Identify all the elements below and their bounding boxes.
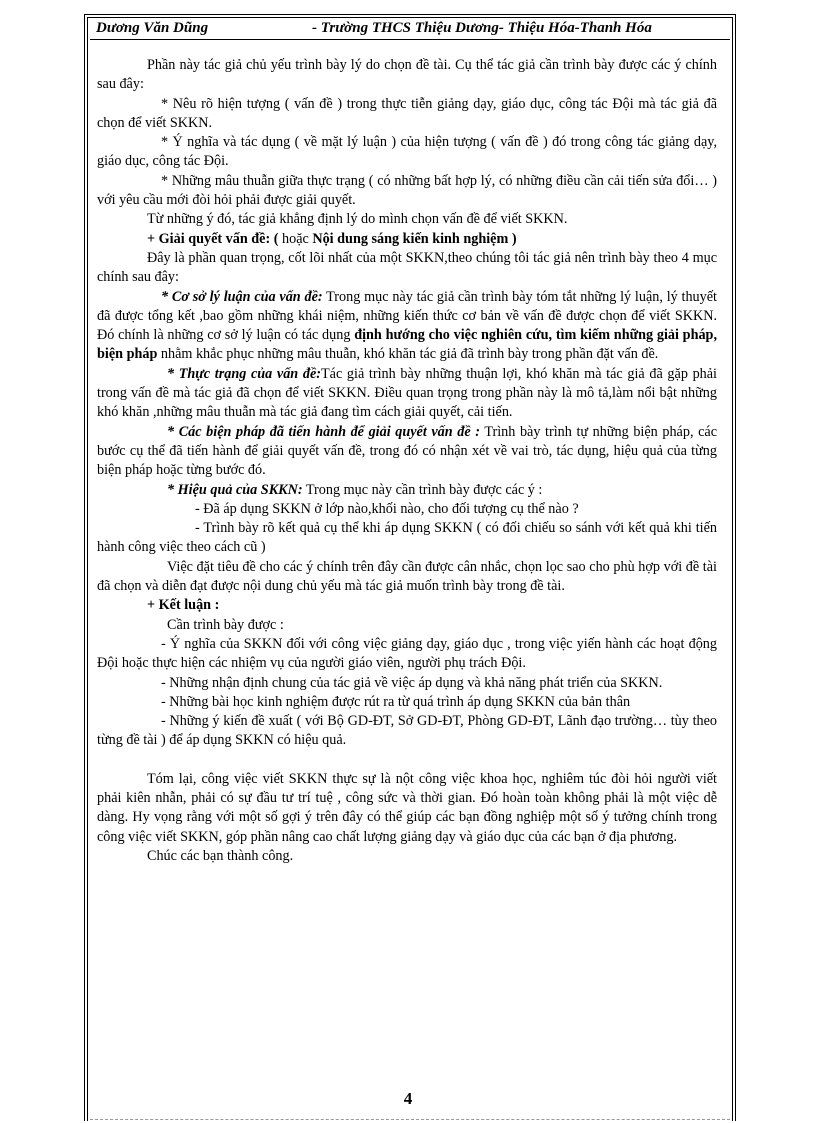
heading-part: hoặc: [282, 230, 309, 247]
page-header: [96, 18, 726, 40]
paragraph: * Những mâu thuẫn giữa thực trạng ( có những bất hợp lý, có những điều cần cải tiến sửa đổi… ) với yêu cầu mới đòi hỏi phải được giải quyết.: [97, 172, 717, 209]
header-author: Dương Văn Dũng: [96, 20, 209, 36]
paragraph: Đây là phần quan trọng, cốt lõi nhất của một SKKN,theo chúng tôi tác giả nên trình bày theo 4 mục chính sau đây:: [97, 249, 717, 286]
paragraph-summary: Tóm lại, công việc viết SKKN thực sự là nột công việc khoa học, nghiêm túc đòi hỏi người viết phải kiên nhẫn, phải có sự đầu tư trí tuệ , công sức và thời gian. Đó hoàn toàn không phải là một việc dễ dàng. Hy vọng rằng với một số gợi ý trên đây có thể giúp các bạn đồng nghiệp một số ý tưởng chính trong công việc viết SKKN, góp phần nâng cao chất lượng giảng dạy và giáo dục của các bạn ở địa phương.: [97, 770, 717, 845]
subheading: * Thực trạng của vấn đề:: [167, 365, 321, 382]
footer-rule: [90, 1119, 730, 1120]
list-item: - Đã áp dụng SKKN ở lớp nào,khối nào, cho đối tượng cụ thể nào ?: [195, 500, 579, 517]
bold-text: định hướng cho việc nghiên cứu, tìm kiếm những giải pháp, biện pháp: [97, 327, 717, 363]
paragraph-effect: [97, 481, 717, 500]
paragraph: Từ những ý đó, tác giả khẳng định lý do mình chọn vấn đề để viết SKKN.: [147, 211, 568, 228]
document-body: [97, 56, 717, 866]
paragraph: Phần này tác giả chủ yếu trình bày lý do chọn đề tài. Cụ thể tác giả cần trình bày được các ý chính sau đây:: [97, 57, 717, 93]
heading-part: Nội dung sáng kiến kinh nghiệm ): [308, 230, 517, 247]
list-item: - Những nhận định chung của tác giả về việc áp dụng và khả năng phát triển của SKKN.: [161, 674, 663, 691]
header-rule: [90, 39, 730, 40]
subheading: * Hiệu quả của SKKN:: [167, 481, 303, 498]
page-number: 4: [403, 1089, 413, 1108]
list-item: - Trình bày rõ kết quả cụ thể khi áp dụng SKKN ( có đối chiếu so sánh với kết quả khi tiến hành công việc theo cách cũ ): [97, 520, 717, 556]
text: Trong mục này tác giả cần trình bày tóm tắt những lý luận, lý thuyết đã được tổng kết ,bao gồm những khái niệm, những kiến thức cơ bản về vấn đề được chọn để viết SKKN. Đó chính là những cơ sở lý luận có tác dụng: [97, 288, 717, 344]
paragraph-basis: [97, 288, 717, 365]
closing-line: Chúc các bạn thành công.: [147, 847, 294, 864]
header-school: - Trường THCS Thiệu Dương- Thiệu Hóa-Thanh Hóa: [312, 20, 652, 36]
text: Trong mục này cần trình bày được các ý :: [302, 481, 543, 498]
paragraph: * Ý nghĩa và tác dụng ( về mặt lý luận ) của hiện tượng ( vấn đề ) đó trong công tác giảng dạy, giáo dục, công tác Đội.: [97, 134, 717, 170]
text: nhằm khắc phục những mâu thuẫn, khó khăn tác giả đã trình bày trong phần đặt vấn đề.: [157, 346, 659, 363]
section-heading-solve: [97, 230, 717, 249]
paragraph: Việc đặt tiêu đề cho các ý chính trên đây cần được cân nhắc, chọn lọc sao cho phù hợp với đề tài đã chọn và diễn đạt được nội dung chủ yếu mà tác giả muốn trình bày trong đề tài.: [97, 558, 717, 595]
list-item: - Ý nghĩa của SKKN đối với công việc giảng dạy, giáo dục , trong việc yiến hành các hoạt động Đội hoặc thực hiện các nhiệm vụ của người giáo viên, người phụ trách Đội.: [97, 635, 717, 672]
section-heading-conclusion: + Kết luận :: [147, 597, 220, 614]
text: Trình bày trình tự những biện pháp, các bước cụ thể đã tiến hành để giải quyết vấn đề, trong đó có nhận xét về vai trò, tác dụng, hiệu quả của từng biện pháp hoặc từng bước đó.: [97, 423, 717, 479]
subheading: * Các biện pháp đã tiến hành để giải quyết vấn đề :: [167, 423, 480, 440]
list-item: - Những ý kiến đề xuất ( với Bộ GD-ĐT, Sở GD-ĐT, Phòng GD-ĐT, Lãnh đạo trường… tùy theo từng đề tài ) để áp dụng SKKN có hiệu quả.: [97, 713, 717, 749]
paragraph-measures: [97, 423, 717, 481]
paragraph-reality: [97, 365, 717, 423]
subheading: * Cơ sở lý luận của vấn đề:: [161, 288, 323, 305]
heading-part: + Giải quyết vấn đề: (: [147, 230, 282, 247]
paragraph: Cần trình bày được :: [167, 616, 284, 633]
paragraph: * Nêu rõ hiện tượng ( vấn đề ) trong thực tiễn giảng dạy, giáo dục, công tác Đội mà tác giả đã chọn để viết SKKN.: [97, 95, 717, 131]
text: Tác giả trình bày những thuận lợi, khó khăn mà tác giả đã gặp phải trong vấn đề mà tác giả đã chọn để viết SKKN. Điều quan trọng trong phần này là mô tả,làm nổi bật những khó khăn ,những mâu thuẫn mà tác giả đang tìm cách giải quyết, cải tiến.: [97, 365, 717, 421]
list-item: - Những bài học kinh nghiệm được rút ra từ quá trình áp dụng SKKN của bản thân: [161, 693, 631, 710]
spacer: [97, 751, 717, 770]
